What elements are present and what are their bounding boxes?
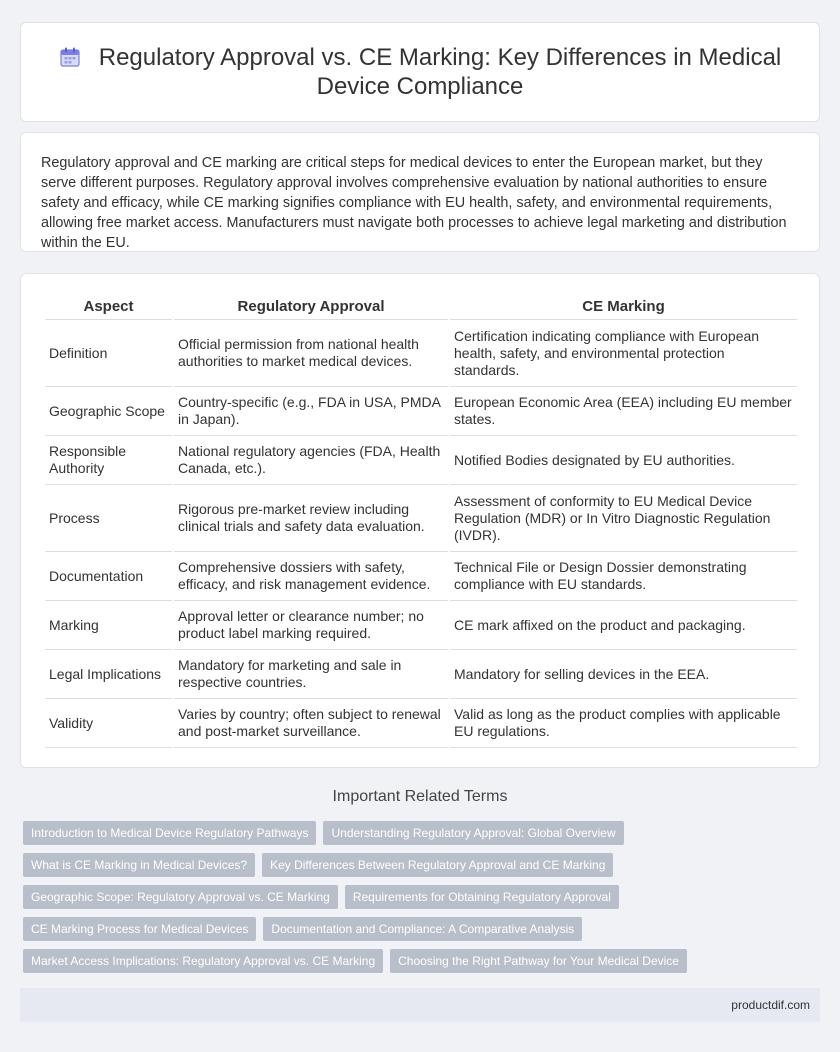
tag-row: [23, 917, 813, 941]
aspect-cell: Responsible Authority: [45, 436, 172, 485]
ce-cell: Mandatory for selling devices in the EEA.: [450, 650, 797, 699]
related-term-link[interactable]: Understanding Regulatory Approval: Global Overview: [323, 821, 623, 845]
aspect-cell: Definition: [45, 320, 172, 387]
table-row: [45, 436, 797, 485]
approval-cell: Country-specific (e.g., FDA in USA, PMDA in Japan).: [174, 387, 448, 436]
table-row: [45, 601, 797, 650]
related-term-link[interactable]: Key Differences Between Regulatory Approval and CE Marking: [262, 853, 613, 877]
related-term-link[interactable]: CE Marking Process for Medical Devices: [23, 917, 256, 941]
title-wrap: [21, 23, 819, 121]
approval-cell: Rigorous pre-market review including clinical trials and safety data evaluation.: [174, 485, 448, 552]
tag-row: [23, 853, 813, 877]
approval-cell: Approval letter or clearance number; no product label marking required.: [174, 601, 448, 650]
ce-cell: Notified Bodies designated by EU authorities.: [450, 436, 797, 485]
page-title: [51, 43, 789, 101]
approval-cell: National regulatory agencies (FDA, Health Canada, etc.).: [174, 436, 448, 485]
table-row: [45, 485, 797, 552]
related-term-link[interactable]: Introduction to Medical Device Regulatory Pathways: [23, 821, 316, 845]
table-header-row: [45, 294, 797, 320]
footer-site-name: productdif.com: [731, 998, 810, 1012]
footer: [20, 988, 820, 1022]
related-term-link[interactable]: Documentation and Compliance: A Comparative Analysis: [263, 917, 582, 941]
comparison-table: [43, 294, 799, 748]
approval-cell: Mandatory for marketing and sale in respective countries.: [174, 650, 448, 699]
aspect-cell: Marking: [45, 601, 172, 650]
related-term-link[interactable]: What is CE Marking in Medical Devices?: [23, 853, 255, 877]
header-regulatory-approval: Regulatory Approval: [174, 294, 448, 320]
approval-cell: Comprehensive dossiers with safety, efficacy, and risk management evidence.: [174, 552, 448, 601]
header-card: [20, 22, 820, 122]
tag-row: [23, 885, 813, 909]
tag-row: [23, 821, 813, 845]
table-row: [45, 552, 797, 601]
related-term-link[interactable]: Market Access Implications: Regulatory Approval vs. CE Marking: [23, 949, 383, 973]
related-term-link[interactable]: Geographic Scope: Regulatory Approval vs. CE Marking: [23, 885, 338, 909]
aspect-cell: Legal Implications: [45, 650, 172, 699]
page-title-text: Regulatory Approval vs. CE Marking: Key Differences in Medical Device Compliance: [98, 44, 782, 100]
related-terms-heading: Important Related Terms: [332, 788, 508, 805]
header-aspect: Aspect: [45, 294, 172, 320]
intro-paragraph: Regulatory approval and CE marking are critical steps for medical devices to enter the European market, but they serve different purposes. Regulatory approval involves comprehensive evaluation by national authorities to ensure safety and efficacy, while CE marking signifies compliance with EU health, safety, and environmental requirements, allowing free market access. Manufacturers must navigate both processes to achieve legal marketing and distribution within the EU.: [41, 155, 787, 251]
aspect-cell: Geographic Scope: [45, 387, 172, 436]
approval-cell: Official permission from national health authorities to market medical devices.: [174, 320, 448, 387]
table-row: [45, 387, 797, 436]
ce-cell: European Economic Area (EEA) including EU member states.: [450, 387, 797, 436]
aspect-cell: Documentation: [45, 552, 172, 601]
aspect-cell: Process: [45, 485, 172, 552]
intro-card: [20, 132, 820, 252]
ce-cell: Assessment of conformity to EU Medical Device Regulation (MDR) or In Vitro Diagnostic Regulation (IVDR).: [450, 485, 797, 552]
table-row: [45, 699, 797, 748]
related-term-link[interactable]: Choosing the Right Pathway for Your Medical Device: [390, 949, 687, 973]
tag-row: [23, 949, 813, 973]
comparison-table-card: [20, 273, 820, 768]
ce-cell: CE mark affixed on the product and packaging.: [450, 601, 797, 650]
table-row: [45, 320, 797, 387]
aspect-cell: Validity: [45, 699, 172, 748]
header-ce-marking: CE Marking: [450, 294, 797, 320]
ce-cell: Valid as long as the product complies with applicable EU regulations.: [450, 699, 797, 748]
related-terms-list: [23, 821, 813, 981]
ce-cell: Technical File or Design Dossier demonstrating compliance with EU standards.: [450, 552, 797, 601]
calendar-icon: [59, 46, 81, 68]
table-row: [45, 650, 797, 699]
related-term-link[interactable]: Requirements for Obtaining Regulatory Approval: [345, 885, 619, 909]
approval-cell: Varies by country; often subject to renewal and post-market surveillance.: [174, 699, 448, 748]
ce-cell: Certification indicating compliance with European health, safety, and environmental protection standards.: [450, 320, 797, 387]
